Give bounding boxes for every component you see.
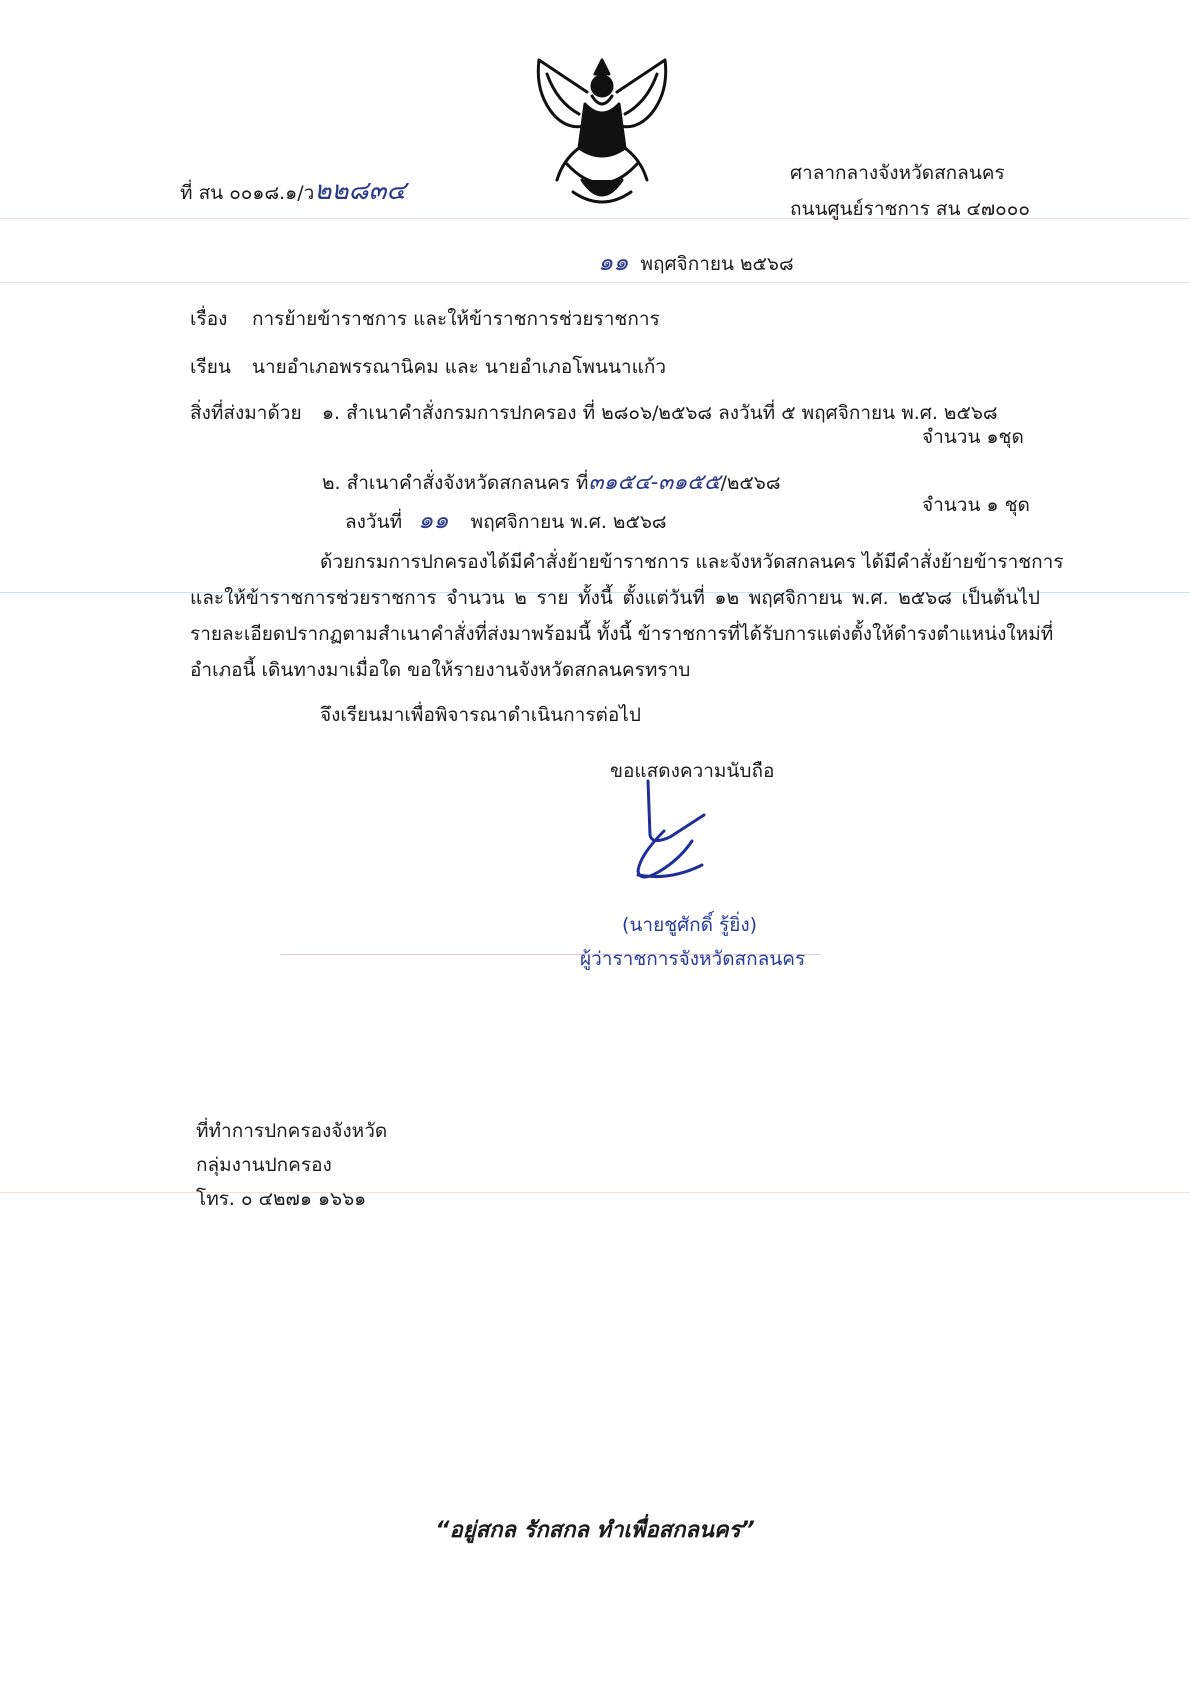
office-address-line2: ถนนศูนย์ราชการ สน ๔๗๐๐๐ bbox=[790, 198, 1030, 220]
body-paragraph bbox=[190, 544, 1064, 688]
body-line-3: รายละเอียดปรากฏตามสำเนาคำสั่งที่ส่งมาพร้อมนี้ ทั้งนี้ ข้าราชการที่ได้รับการแต่งตั้งให้ดำรงตำแหน่งใหม่ที่ bbox=[190, 623, 1054, 645]
enclosure-item-2-prefix: ๒. สำเนาคำสั่งจังหวัดสกลนคร ที่ bbox=[322, 472, 589, 494]
garuda-emblem-icon bbox=[527, 52, 677, 212]
scan-line bbox=[0, 282, 1190, 283]
enclosure-item-2-date bbox=[345, 500, 667, 539]
issuing-section: กลุ่มงานปกครอง bbox=[196, 1154, 332, 1176]
document-date bbox=[598, 242, 794, 281]
enclosure-item-2-year: /๒๕๖๘ bbox=[720, 472, 781, 494]
date-month-year: พฤศจิกายน ๒๕๖๘ bbox=[640, 253, 794, 275]
reference-number-printed: ที่ สน ๐๐๑๘.๑/ว bbox=[180, 182, 315, 204]
subject-text: การย้ายข้าราชการ และให้ข้าราชการช่วยราชการ bbox=[252, 308, 660, 330]
enclosure-item-2-date-handwritten: ๑๑ bbox=[418, 506, 449, 534]
handwritten-signature bbox=[630, 775, 720, 885]
reference-number-handwritten: ๒๒๘๓๔ bbox=[314, 176, 407, 206]
provincial-motto: “อยู่สกล รักสกล ทำเพื่อสกลนคร” bbox=[435, 1518, 755, 1543]
body-line-1: ด้วยกรมการปกครองได้มีคำสั่งย้ายข้าราชการ และจังหวัดสกลนคร ได้มีคำสั่งย้ายข้าราชการ bbox=[320, 551, 1064, 573]
enclosure-item-1-quantity: จำนวน ๑ชุด bbox=[922, 426, 1024, 448]
signer-title: ผู้ว่าราชการจังหวัดสกลนคร bbox=[580, 948, 806, 970]
phone-number: โทร. ๐ ๔๒๗๑ ๑๖๖๑ bbox=[196, 1188, 367, 1210]
to-label: เรียน bbox=[190, 356, 231, 378]
enclosure-item-2-date-rest: พฤศจิกายน พ.ศ. ๒๕๖๘ bbox=[470, 511, 667, 533]
signer-name: (นายชูศักดิ์ รู้ยิ่ง) bbox=[622, 914, 758, 936]
enclosures-label: สิ่งที่ส่งมาด้วย bbox=[190, 402, 302, 424]
body-line-4: อำเภอนี้ เดินทางมาเมื่อใด ขอให้รายงานจังหวัดสกลนครทราบ bbox=[190, 659, 691, 681]
issuing-department: ที่ทำการปกครองจังหวัด bbox=[196, 1120, 388, 1142]
closing-request: จึงเรียนมาเพื่อพิจารณาดำเนินการต่อไป bbox=[320, 704, 641, 726]
date-day-handwritten: ๑๑ bbox=[598, 248, 629, 276]
enclosure-item-2-handwritten-number: ๓๑๕๔-๓๑๕๕ bbox=[588, 470, 721, 495]
subject-label: เรื่อง bbox=[190, 308, 228, 330]
enclosure-item-2 bbox=[322, 464, 781, 499]
enclosure-item-2-quantity: จำนวน ๑ ชุด bbox=[922, 494, 1030, 516]
salutation: ขอแสดงความนับถือ bbox=[610, 760, 775, 782]
enclosure-item-1: ๑. สำเนาคำสั่งกรมการปกครอง ที่ ๒๘๐๖/๒๕๖๘ ลงวันที่ ๕ พฤศจิกายน พ.ศ. ๒๕๖๘ bbox=[322, 402, 998, 424]
to-text: นายอำเภอพรรณานิคม และ นายอำเภอโพนนาแก้ว bbox=[252, 356, 667, 378]
scan-line bbox=[0, 1192, 1190, 1193]
body-line-2: และให้ข้าราชการช่วยราชการ จำนวน ๒ ราย ทั้งนี้ ตั้งแต่วันที่ ๑๒ พฤศจิกายน พ.ศ. ๒๕๖๘ เป็นต้นไป bbox=[190, 587, 1040, 609]
enclosure-item-2-date-label: ลงวันที่ bbox=[345, 511, 403, 533]
reference-number bbox=[180, 170, 406, 211]
office-address-line1: ศาลากลางจังหวัดสกลนคร bbox=[790, 162, 1005, 184]
